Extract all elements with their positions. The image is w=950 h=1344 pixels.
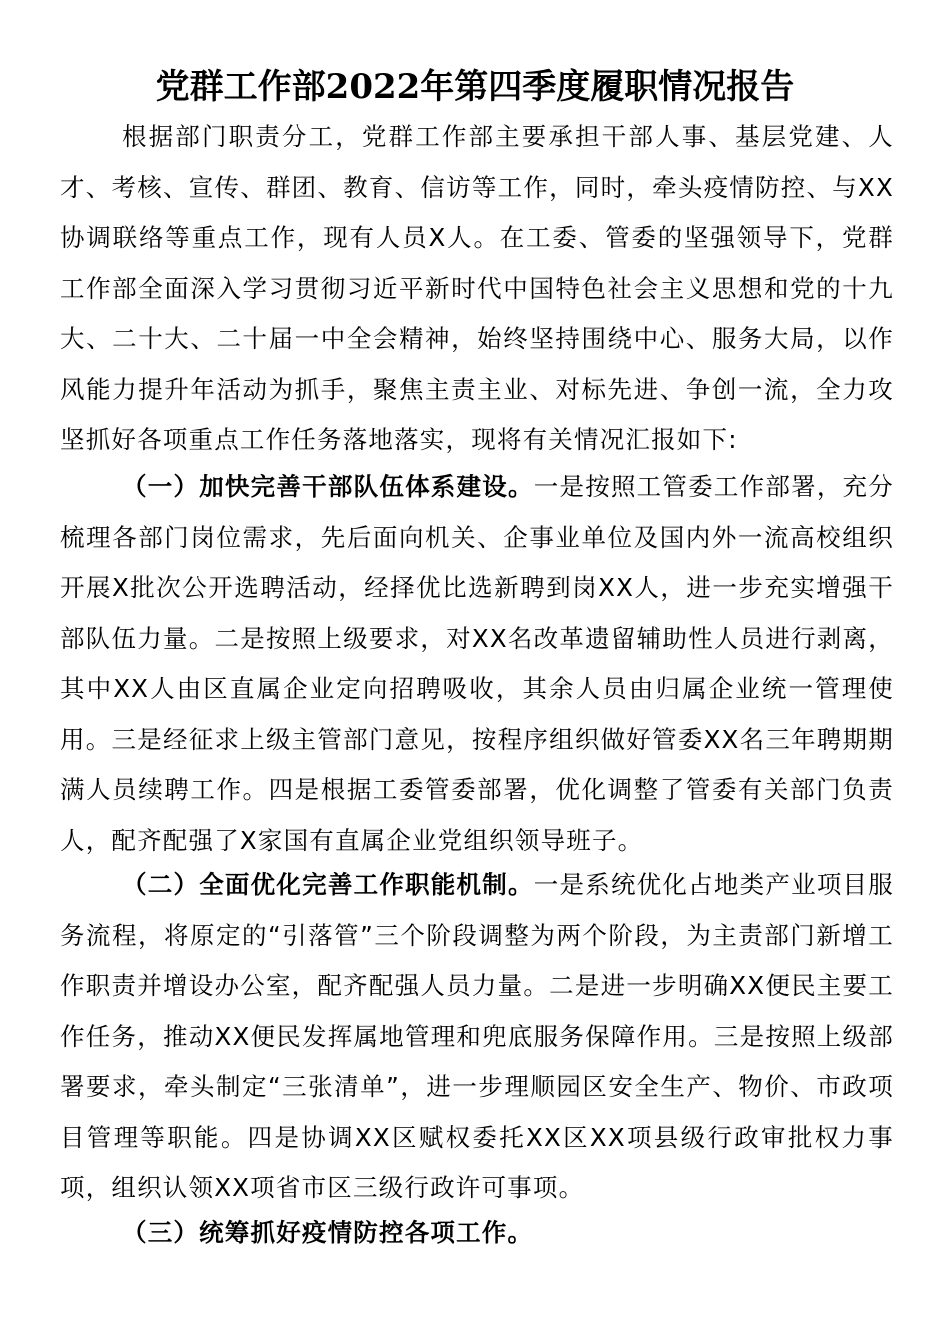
document-title: 党群工作部2022年第四季度履职情况报告 xyxy=(155,67,795,107)
section-2-paragraph xyxy=(60,860,894,1214)
section-3-paragraph xyxy=(60,1208,894,1259)
section-2-body: 一是系统优化占地类产业项目服务流程，将原定的“引落管”三个阶段调整为两个阶段，为主责部门新增工作职责并增设办公室，配齐配强人员力量。二是进一步明确XX便民主要工作任务，推动XX便民发挥属地管理和兜底服务保障作用。三是按照上级部署要求，牵头制定“三张清单”，进一步理顺园区安全生产、物价、市政项目管理等职能。四是协调XX区赋权委托XX区XX项县级行政审批权力事项，组织认领XX项省市区三级行政许可事项。 xyxy=(60,870,894,1202)
section-3-heading: （三）统筹抓好疫情防控各项工作。 xyxy=(122,1218,534,1247)
section-1-paragraph xyxy=(60,462,894,866)
intro-paragraph: 根据部门职责分工，党群工作部主要承担干部人事、基层党建、人才、考核、宣传、群团、教育、信访等工作，同时，牵头疫情防控、与XX协调联络等重点工作，现有人员X人。在工委、管委的坚强领导下，党群工作部全面深入学习贯彻习近平新时代中国特色社会主义思想和党的十九大、二十大、二十届一中全会精神，始终坚持围绕中心、服务大局，以作风能力提升年活动为抓手，聚焦主责主业、对标先进、争创一流，全力攻坚抓好各项重点工作任务落地落实，现将有关情况汇报如下: xyxy=(60,122,894,454)
section-2-heading: （二）全面优化完善工作职能机制。 xyxy=(122,870,534,899)
section-1-body: 一是按照工管委工作部署，充分梳理各部门岗位需求，先后面向机关、企事业单位及国内外一流高校组织开展X批次公开选聘活动，经择优比选新聘到岗XX人，进一步充实增强干部队伍力量。二是按照上级要求，对XX名改革遗留辅助性人员进行剥离，其中XX人由区直属企业定向招聘吸收，其余人员由归属企业统一管理使用。三是经征求上级主管部门意见，按程序组织做好管委XX名三年聘期期满人员续聘工作。四是根据工委管委部署，优化调整了管委有关部门负责人，配齐配强了X家国有直属企业党组织领导班子。 xyxy=(60,472,894,855)
section-1-heading: （一）加快完善干部队伍体系建设。 xyxy=(122,472,534,501)
